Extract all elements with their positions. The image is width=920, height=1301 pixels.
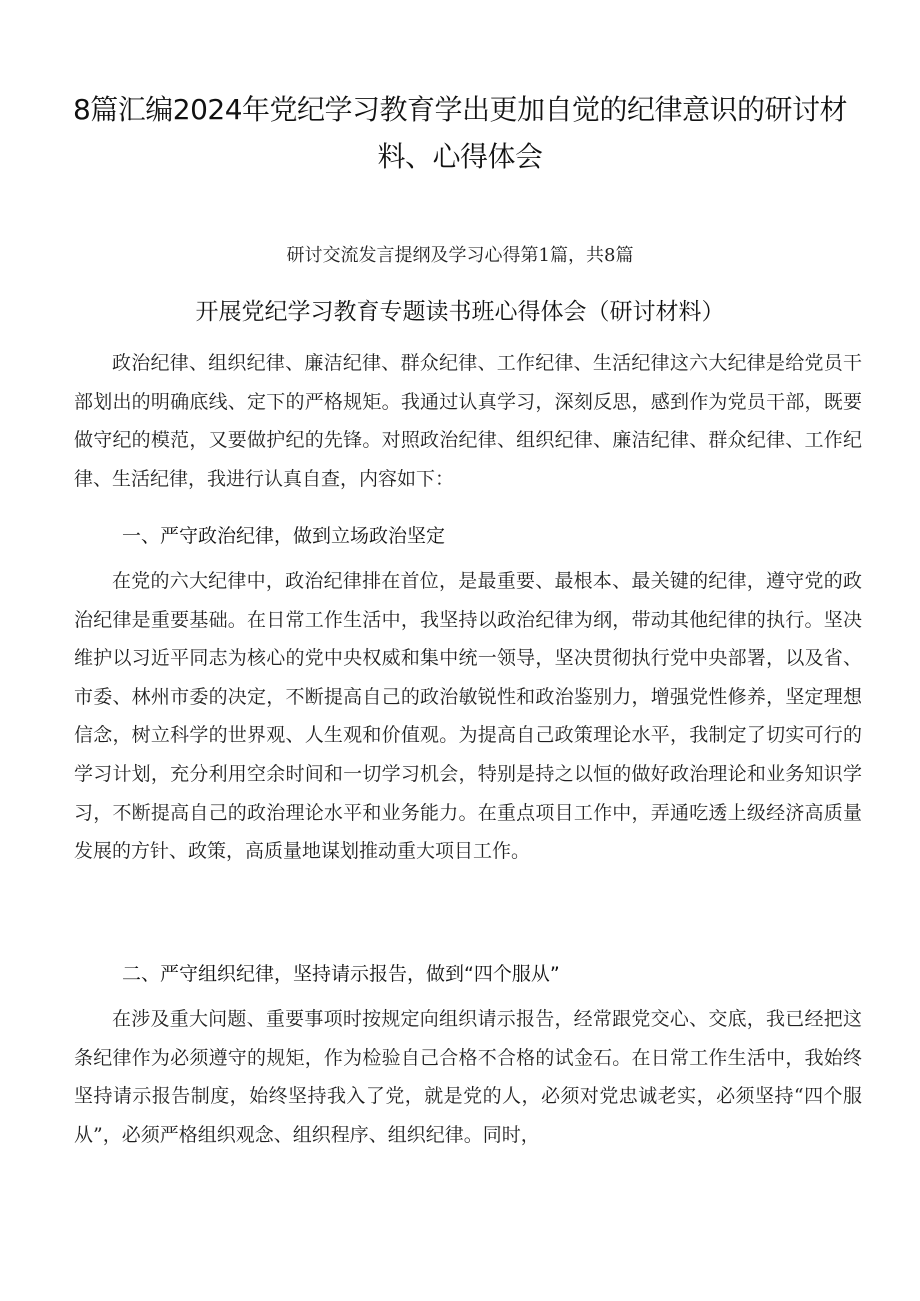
document-title: 8篇汇编2024年党纪学习教育学出更加自觉的纪律意识的研讨材料、心得体会 [72,93,848,173]
section-2-paragraph: 在涉及重大问题、重要事项时按规定向组织请示报告，经常跟党交心、交底，我已经把这条纪律作为必须遵守的规矩，作为检验自己合格不合格的试金石。在日常工作生活中，我始终坚持请示报告制度，始终坚持我入了党，就是党的人，必须对党忠诚老实，必须坚持“四个服从”，必须严格组织观念、组织程序、组织纪律。同时， [74,1008,862,1146]
document-subtitle: 研讨交流发言提纲及学习心得第1篇，共8篇 [286,245,634,266]
intro-paragraph: 政治纪律、组织纪律、廉洁纪律、群众纪律、工作纪律、生活纪律这六大纪律是给党员干部划出的明确底线、定下的严格规矩。我通过认真学习，深刻反思，感到作为党员干部，既要做守纪的模范，又要做护纪的先锋。对照政治纪律、组织纪律、廉洁纪律、群众纪律、工作纪律、生活纪律，我进行认真自查，内容如下： [74,352,862,490]
section-heading-1: 一、严守政治纪律，做到立场政治坚定 [122,525,446,547]
section-heading-2: 二、严守组织纪律，坚持请示报告，做到“四个服从” [122,963,560,985]
article-title: 开展党纪学习教育专题读书班心得体会（研讨材料） [195,299,725,325]
section-1-paragraph: 在党的六大纪律中，政治纪律排在首位，是最重要、最根本、最关键的纪律，遵守党的政治纪律是重要基础。在日常工作生活中，我坚持以政治纪律为纲，带动其他纪律的执行。坚决维护以习近平同志为核心的党中央权威和集中统一领导，坚决贯彻执行党中央部署，以及省、市委、林州市委的决定，不断提高自己的政治敏锐性和政治鉴别力，增强党性修养，坚定理想信念，树立科学的世界观、人生观和价值观。为提高自己政策理论水平，我制定了切实可行的学习计划，充分利用空余时间和一切学习机会，特别是持之以恒的做好政治理论和业务知识学习，不断提高自己的政治理论水平和业务能力。在重点项目工作中，弄通吃透上级经济高质量发展的方针、政策，高质量地谋划推动重大项目工作。 [74,570,862,863]
